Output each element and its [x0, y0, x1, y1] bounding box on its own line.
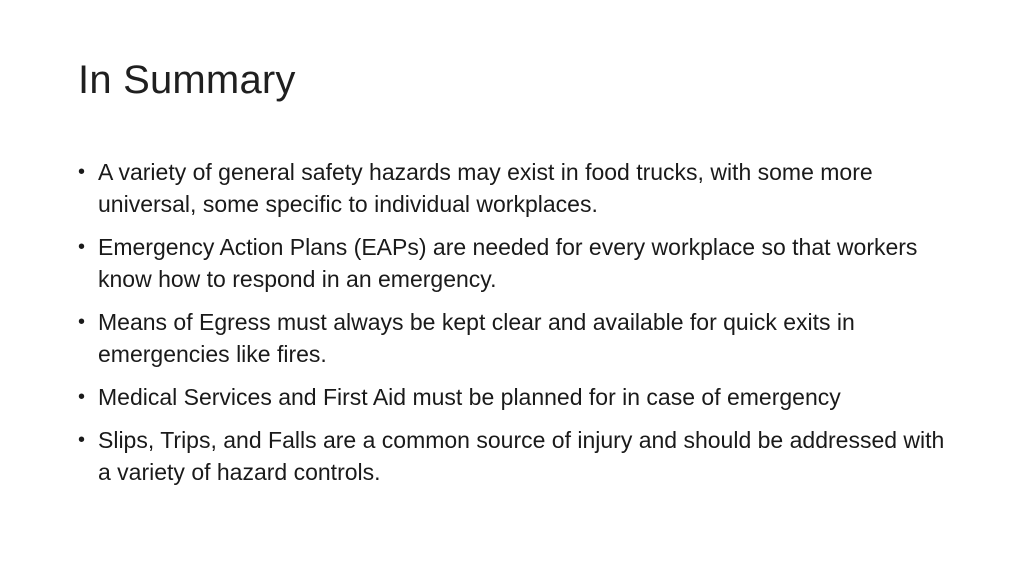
bullet-icon: •: [78, 386, 86, 408]
bullet-item: [78, 424, 958, 488]
bullet-icon: •: [78, 161, 86, 183]
bullet-text: Medical Services and First Aid must be planned for in case of emergency: [98, 384, 841, 410]
bullet-text: A variety of general safety hazards may exist in food trucks, with some more universal, some specific to individual workplaces.: [98, 159, 873, 217]
bullet-icon: •: [78, 429, 86, 451]
bullet-icon: •: [78, 236, 86, 258]
bullet-icon: •: [78, 311, 86, 333]
bullet-item: [78, 381, 958, 413]
bullet-list: [78, 156, 958, 499]
bullet-item: [78, 306, 958, 370]
bullet-text: Emergency Action Plans (EAPs) are needed for every workplace so that workers know how to respond in an emergency.: [98, 234, 918, 292]
bullet-item: [78, 231, 958, 295]
bullet-text: Means of Egress must always be kept clear and available for quick exits in emergencies like fires.: [98, 309, 855, 367]
bullet-item: [78, 156, 958, 220]
slide-title: In Summary: [78, 58, 296, 102]
bullet-text: Slips, Trips, and Falls are a common source of injury and should be addressed with a variety of hazard controls.: [98, 427, 945, 485]
